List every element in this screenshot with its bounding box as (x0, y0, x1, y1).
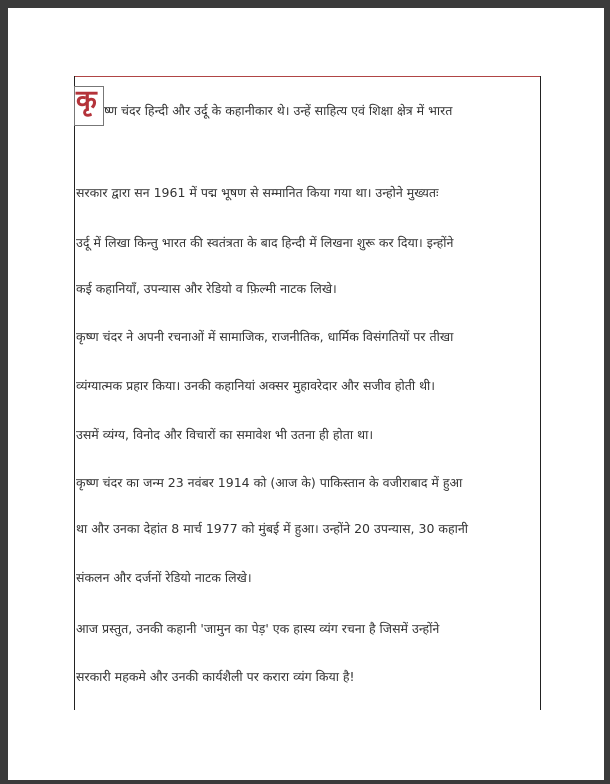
frame-top-border (74, 76, 540, 77)
frame-left-border (74, 76, 75, 710)
text-line: कृष्ण चंदर ने अपनी रचनाओं में सामाजिक, राजनीतिक, धार्मिक विसंगतियों पर तीखा (76, 329, 454, 344)
text-line: कृष्ण चंदर का जन्म 23 नवंबर 1914 को (आज के) पाकिस्तान के वजीराबाद में हुआ (76, 475, 463, 490)
text-line: सरकारी महकमे और उनकी कार्यशैली पर करारा व्यंग किया है! (76, 669, 355, 684)
text-line: ष्ण चंदर हिन्दी और उर्दू के कहानीकार थे। उन्हें साहित्य एवं शिक्षा क्षेत्र में भारत (104, 103, 453, 118)
dropcap-letter: कृ (76, 85, 97, 116)
text-line: सरकार द्वारा सन 1961 में पद्म भूषण से सम्मानित किया गया था। उन्होने मुख्यतः (76, 185, 439, 200)
text-line: आज प्रस्तुत, उनकी कहानी 'जामुन का पेड़' एक हास्य व्यंग रचना है जिसमें उन्होंने (76, 621, 440, 636)
text-line: व्यंग्यात्मक प्रहार किया। उनकी कहानियां अक्सर मुहावरेदार और सजीव होती थी। (76, 378, 436, 393)
text-line: कई कहानियाँ, उपन्यास और रेडियो व फ़िल्मी नाटक लिखे। (76, 281, 337, 296)
text-line: उर्दू में लिखा किन्तु भारत की स्वतंत्रता के बाद हिन्दी में लिखना शुरू कर दिया। इन्होंने (76, 235, 454, 250)
text-line: था और उनका देहांत 8 मार्च 1977 को मुंबई में हुआ। उन्होंने 20 उपन्यास, 30 कहानी (76, 521, 469, 536)
text-line: संकलन और दर्जनों रेडियो नाटक लिखे। (76, 570, 252, 585)
frame-right-border (540, 76, 541, 710)
text-line: उसमें व्यंग्य, विनोद और विचारों का समावेश भी उतना ही होता था। (76, 427, 374, 442)
